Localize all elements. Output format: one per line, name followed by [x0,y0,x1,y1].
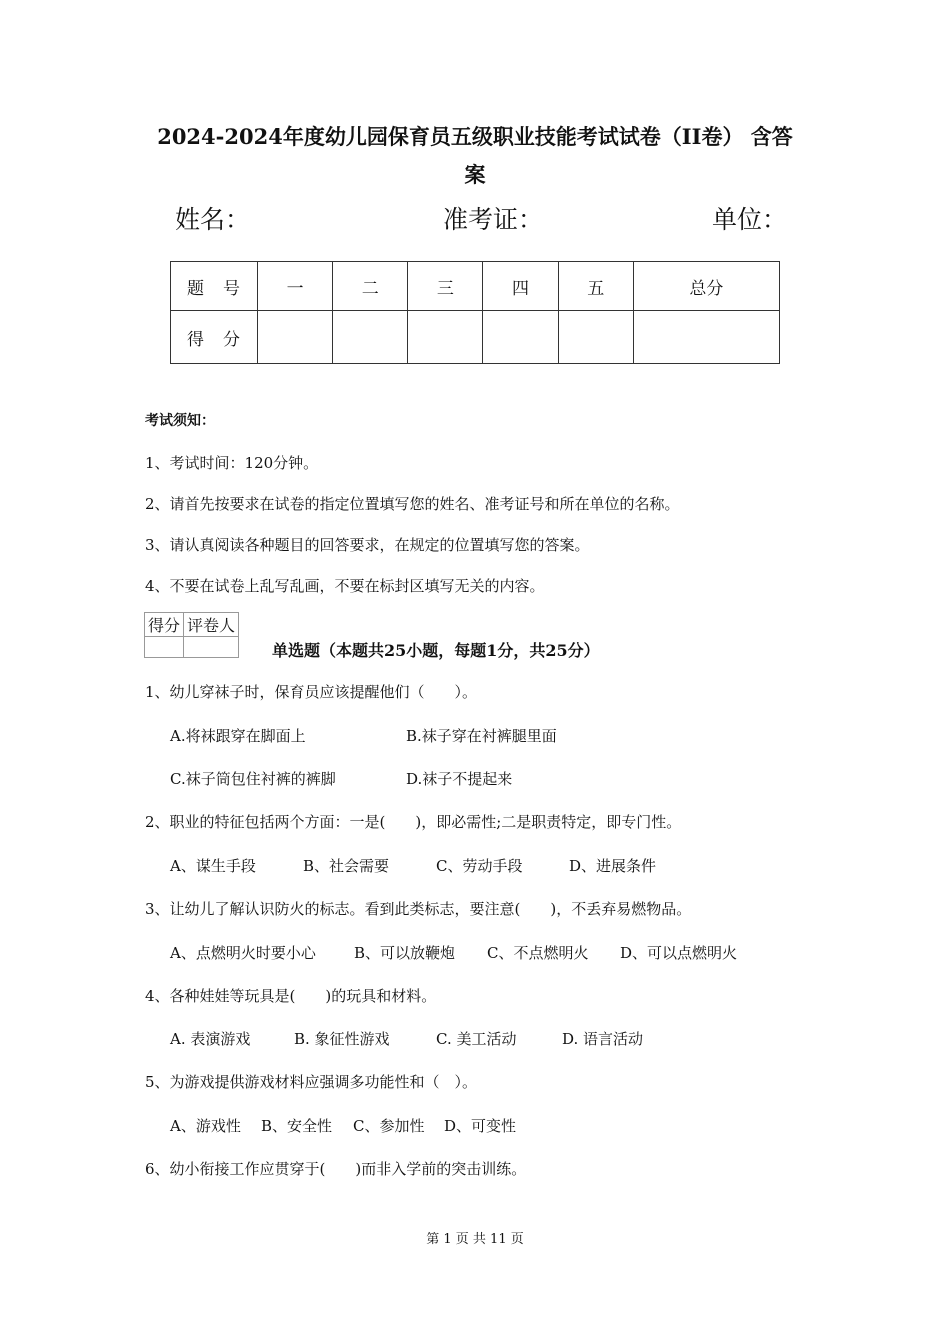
question-stem: 1、幼儿穿袜子时，保育员应该提醒他们（ ）。 [145,683,478,701]
unit-field-label: 单位： [712,205,788,234]
grader-table-score-label: 得分 [145,613,184,637]
notice-item: 2、请首先按要求在试卷的指定位置填写您的姓名、准考证号和所在单位的名称。 [145,495,680,513]
score-cell [258,311,333,364]
header-cell: 五 [558,262,633,311]
grader-table-grader-label: 评卷人 [184,613,239,637]
option: D、进展条件 [569,857,657,875]
header-cell: 二 [333,262,408,311]
score-table-score-row [171,311,780,364]
header-cell: 一 [258,262,333,311]
exam-id-field-label: 准考证： [443,205,544,234]
header-cell: 总分 [633,262,779,311]
title-line-2: 案 [464,162,486,187]
question-stem: 4、各种娃娃等玩具是( )的玩具和材料。 [145,987,437,1005]
option: D. 语言活动 [562,1030,644,1048]
option: B、社会需要 [303,857,390,875]
page-footer: 第 1 页 共 11 页 [426,1232,524,1247]
option: A、点燃明火时要小心 [170,944,316,962]
option: D.袜子不提起来 [406,770,513,788]
notice-item: 4、不要在试卷上乱写乱画，不要在标封区填写无关的内容。 [145,577,545,595]
exam-title [130,118,820,194]
header-cell: 四 [483,262,558,311]
option: D、可以点燃明火 [620,944,738,962]
candidate-fields [0,200,950,240]
notice-heading: 考试须知： [145,413,215,429]
score-table-header-row [171,262,780,311]
score-row-label: 得 分 [171,311,258,364]
header-cell: 题 号 [171,262,258,311]
score-table [170,261,780,364]
score-cell [558,311,633,364]
option: B.袜子穿在衬裤腿里面 [406,727,557,745]
grader-table-grader-cell [184,637,239,658]
question-stem: 2、职业的特征包括两个方面：一是( )，即必需性;二是职责特定，即专门性。 [145,813,682,831]
option: D、可变性 [444,1117,517,1135]
question-stem: 5、为游戏提供游戏材料应强调多功能性和（ ）。 [145,1073,478,1091]
option: A.将袜跟穿在脚面上 [170,727,306,745]
name-field-label: 姓名： [175,205,251,234]
score-cell [633,311,779,364]
question-stem: 3、让幼儿了解认识防火的标志。看到此类标志，要注意( )，不丢弃易燃物品。 [145,900,692,918]
option: A、谋生手段 [170,857,256,875]
option: C. 美工活动 [436,1030,517,1048]
option: A、游戏性 [170,1117,241,1135]
option: C、参加性 [353,1117,425,1135]
score-cell [483,311,558,364]
section-title: 单选题（本题共25小题，每题1分，共25分） [272,641,600,660]
option: C、不点燃明火 [487,944,589,962]
option: C、劳动手段 [436,857,523,875]
title-line-1: 2024-2024年度幼儿园保育员五级职业技能考试试卷（II卷） 含答 [157,124,793,149]
option: A. 表演游戏 [170,1030,251,1048]
option: B、安全性 [261,1117,333,1135]
notice-item: 1、考试时间：120分钟。 [145,454,319,472]
option: B、可以放鞭炮 [354,944,456,962]
score-cell [408,311,483,364]
option: C.袜子筒包住衬裤的裤脚 [170,770,336,788]
score-cell [333,311,408,364]
question-stem: 6、幼小衔接工作应贯穿于( )而非入学前的突击训练。 [145,1160,527,1178]
notice-item: 3、请认真阅读各种题目的回答要求，在规定的位置填写您的答案。 [145,536,590,554]
option: B. 象征性游戏 [294,1030,390,1048]
grader-table [144,612,239,658]
header-cell: 三 [408,262,483,311]
grader-table-score-cell [145,637,184,658]
